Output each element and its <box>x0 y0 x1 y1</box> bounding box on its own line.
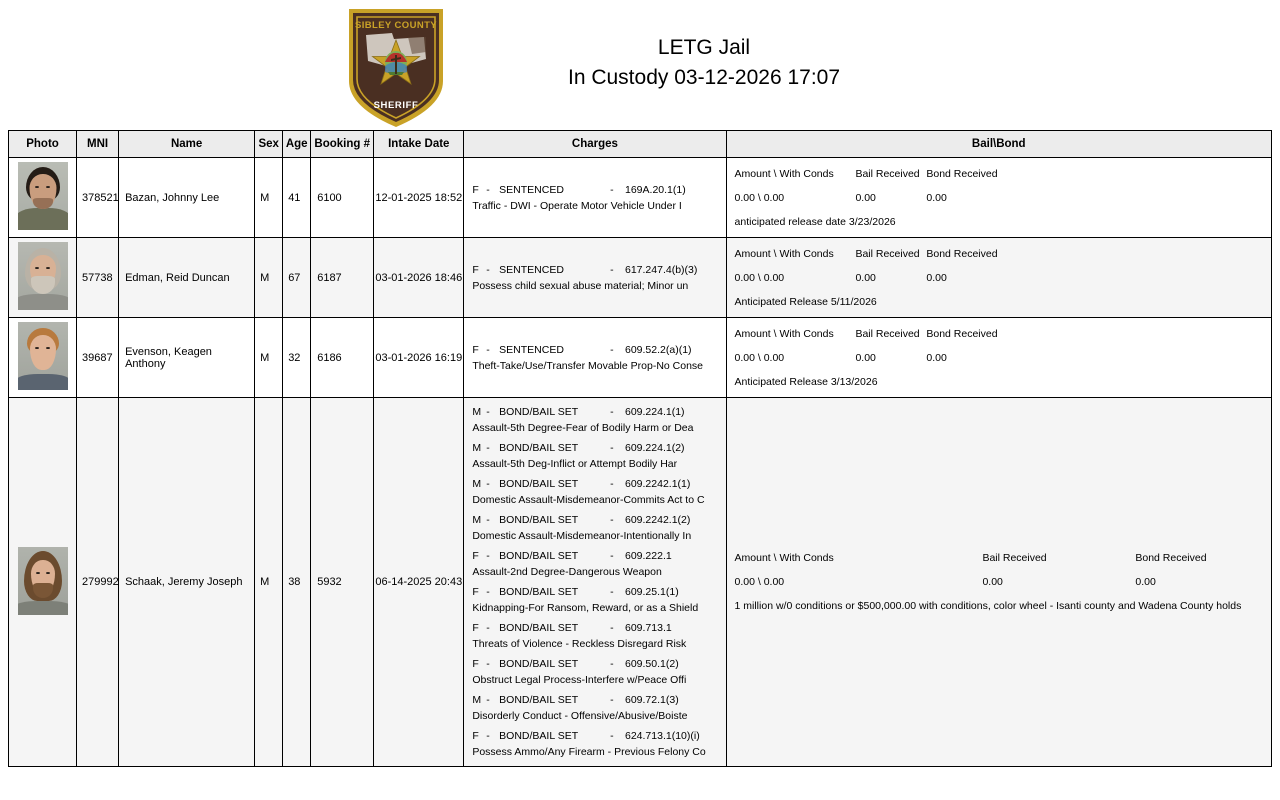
inmate-photo-cell <box>9 398 77 767</box>
bail-value-row <box>735 270 1263 286</box>
inmate-mni: 378521 <box>77 158 119 238</box>
bail-received-label: Bail Received <box>855 247 920 260</box>
bail-received-value: 0.00 <box>982 576 1003 588</box>
charge-dash: - <box>486 183 490 196</box>
charge-severity: F <box>472 550 479 562</box>
charge-statute: 169A.20.1(1) <box>625 183 686 196</box>
bail-received-value: 0.00 <box>855 191 876 204</box>
charge-statute: 609.2242.1(1) <box>625 478 691 490</box>
charge-status: BOND/BAIL SET <box>499 730 579 742</box>
inmate-intake-date: 12-01-2025 18:52 <box>374 158 464 238</box>
charge-description: Possess child sexual abuse material; Minor un <box>472 279 689 292</box>
charge-status: BOND/BAIL SET <box>499 550 579 562</box>
charge-description: Obstruct Legal Process-Interfere w/Peace Offi <box>472 674 687 686</box>
charge-dash: - <box>486 442 490 454</box>
mugshot-image <box>18 242 68 310</box>
charge-entry <box>472 476 721 508</box>
charge-severity: M <box>472 694 482 706</box>
sheriff-badge-icon <box>346 6 446 128</box>
charge-header-line <box>472 262 721 278</box>
bail-note: anticipated release date 3/23/2026 <box>734 215 896 228</box>
inmate-mni: 39687 <box>77 318 119 398</box>
inmate-intake-date: 06-14-2025 20:43 <box>374 398 464 767</box>
charge-description: Threats of Violence - Reckless Disregard Risk <box>472 638 687 650</box>
charge-dash: - <box>610 343 614 356</box>
inmate-age: 38 <box>283 398 311 767</box>
mugshot-image <box>18 322 68 390</box>
inmate-booking-number: 5932 <box>311 398 374 767</box>
bail-note: Anticipated Release 5/11/2026 <box>734 295 877 308</box>
charge-dash: - <box>486 586 490 598</box>
table-row[interactable] <box>9 318 1272 398</box>
bail-header-row <box>735 246 1263 262</box>
column-header-bail[interactable]: Bail\Bond <box>726 131 1271 158</box>
charge-severity: F <box>472 658 479 670</box>
charge-entry <box>472 262 721 294</box>
column-header-booking[interactable]: Booking # <box>311 131 374 158</box>
column-header-mni[interactable]: MNI <box>77 131 119 158</box>
bail-amount-label: Amount \ With Conds <box>734 167 834 180</box>
charge-severity: M <box>472 406 482 418</box>
charge-header-line <box>472 548 721 564</box>
inmate-bail-bond-cell <box>726 158 1271 238</box>
table-row[interactable] <box>9 238 1272 318</box>
inmate-sex: M <box>255 398 283 767</box>
inmate-mni: 57738 <box>77 238 119 318</box>
charge-description: Traffic - DWI - Operate Motor Vehicle Under I <box>472 199 682 212</box>
inmate-name: Evenson, Keagen Anthony <box>119 318 255 398</box>
bail-header-row <box>735 326 1263 342</box>
inmate-name: Schaak, Jeremy Joseph <box>119 398 255 767</box>
charge-dash: - <box>486 343 490 356</box>
charge-description: Kidnapping-For Ransom, Reward, or as a Shield <box>472 602 699 614</box>
charge-entry <box>472 692 721 724</box>
charge-statute: 609.25.1(1) <box>625 586 679 598</box>
charge-header-line <box>472 584 721 600</box>
charge-severity: F <box>472 263 479 276</box>
charge-entry <box>472 728 721 760</box>
charge-status: BOND/BAIL SET <box>499 478 579 490</box>
table-header-row <box>9 131 1272 158</box>
charge-header-line <box>472 620 721 636</box>
charge-header-line <box>472 476 721 492</box>
charge-dash: - <box>486 694 490 706</box>
inmate-photo-cell <box>9 238 77 318</box>
bail-value-row <box>735 190 1263 206</box>
charge-entry <box>472 584 721 616</box>
charge-description: Domestic Assault-Misdemeanor-Commits Act to C <box>472 494 705 506</box>
charge-description: Assault-5th Degree-Fear of Bodily Harm or Dea <box>472 422 694 434</box>
inmate-booking-number: 6100 <box>311 158 374 238</box>
charge-entry <box>472 656 721 688</box>
bond-received-label: Bond Received <box>926 327 998 340</box>
charge-entry <box>472 404 721 436</box>
bond-received-value: 0.00 <box>926 191 947 204</box>
charge-header-line <box>472 656 721 672</box>
charge-header-line <box>472 404 721 420</box>
bond-received-label: Bond Received <box>926 167 998 180</box>
inmate-intake-date: 03-01-2026 18:46 <box>374 238 464 318</box>
inmate-bail-bond-cell <box>726 318 1271 398</box>
bail-amount-label: Amount \ With Conds <box>734 247 834 260</box>
column-header-name[interactable]: Name <box>119 131 255 158</box>
inmate-photo-cell <box>9 318 77 398</box>
charge-statute: 609.222.1 <box>625 550 672 562</box>
charge-status: SENTENCED <box>499 343 564 356</box>
charge-dash: - <box>610 658 614 670</box>
charge-entry <box>472 440 721 472</box>
charge-statute: 624.713.1(10)(i) <box>625 730 700 742</box>
charge-header-line <box>472 728 721 744</box>
column-header-charges[interactable]: Charges <box>464 131 726 158</box>
column-header-age[interactable]: Age <box>283 131 311 158</box>
charge-severity: M <box>472 514 482 526</box>
charge-severity: F <box>472 343 479 356</box>
charge-status: SENTENCED <box>499 183 564 196</box>
charge-severity: F <box>472 622 479 634</box>
charge-dash: - <box>610 478 614 490</box>
charge-dash: - <box>610 442 614 454</box>
bail-amount-value: 0.00 \ 0.00 <box>734 351 785 364</box>
charge-dash: - <box>610 694 614 706</box>
charge-entry <box>472 342 721 374</box>
column-header-intake[interactable]: Intake Date <box>374 131 464 158</box>
inmate-sex: M <box>255 238 283 318</box>
charge-dash: - <box>486 478 490 490</box>
charge-description: Domestic Assault-Misdemeanor-Intentionally In <box>472 530 692 542</box>
bail-received-value: 0.00 <box>855 351 876 364</box>
charge-status: BOND/BAIL SET <box>499 442 579 454</box>
charge-status: BOND/BAIL SET <box>499 622 579 634</box>
charge-statute: 609.52.2(a)(1) <box>625 343 692 356</box>
report-title: LETG Jail <box>657 36 751 59</box>
bail-received-value: 0.00 <box>855 271 876 284</box>
charge-statute: 609.2242.1(2) <box>625 514 691 526</box>
inmate-charges-cell <box>464 158 726 238</box>
table-row[interactable] <box>9 158 1272 238</box>
charge-header-line <box>472 692 721 708</box>
inmate-photo-cell <box>9 158 77 238</box>
charge-dash: - <box>610 622 614 634</box>
page-header <box>0 0 1280 130</box>
charge-dash: - <box>486 658 490 670</box>
charge-dash: - <box>610 406 614 418</box>
charge-description: Assault-2nd Degree-Dangerous Weapon <box>472 566 662 578</box>
charge-dash: - <box>486 406 490 418</box>
report-subtitle: In Custody 03-12-2026 17:07 <box>567 66 841 89</box>
bail-header-row <box>735 550 1263 566</box>
inmate-mni: 279992 <box>77 398 119 767</box>
inmate-bail-bond-cell <box>726 238 1271 318</box>
inmate-booking-number: 6187 <box>311 238 374 318</box>
charge-statute: 609.50.1(2) <box>625 658 679 670</box>
bail-received-label: Bail Received <box>855 167 920 180</box>
charge-statute: 609.224.1(1) <box>625 406 685 418</box>
charge-statute: 609.224.1(2) <box>625 442 685 454</box>
charge-status: BOND/BAIL SET <box>499 514 579 526</box>
inmate-bail-bond-cell <box>726 398 1271 767</box>
charge-dash: - <box>486 730 490 742</box>
inmate-age: 67 <box>283 238 311 318</box>
charge-dash: - <box>610 263 614 276</box>
charge-status: BOND/BAIL SET <box>499 586 579 598</box>
bail-value-row <box>735 350 1263 366</box>
bond-received-value: 0.00 <box>1135 576 1156 588</box>
charge-dash: - <box>610 586 614 598</box>
bail-header-row <box>735 166 1263 182</box>
charge-dash: - <box>610 730 614 742</box>
mugshot-image <box>18 547 68 615</box>
inmate-intake-date: 03-01-2026 16:19 <box>374 318 464 398</box>
table-row[interactable] <box>9 398 1272 767</box>
charge-dash: - <box>486 550 490 562</box>
charge-severity: M <box>472 442 482 454</box>
mugshot-image <box>18 162 68 230</box>
charge-status: BOND/BAIL SET <box>499 658 579 670</box>
charge-dash: - <box>610 550 614 562</box>
inmate-age: 32 <box>283 318 311 398</box>
inmate-sex: M <box>255 318 283 398</box>
charge-dash: - <box>486 622 490 634</box>
column-header-sex[interactable]: Sex <box>255 131 283 158</box>
charge-entry <box>472 182 721 214</box>
charge-statute: 609.72.1(3) <box>625 694 679 706</box>
charge-severity: M <box>472 478 482 490</box>
badge-bottom-text: SHERIFF <box>373 100 419 111</box>
bond-received-label: Bond Received <box>926 247 998 260</box>
inmate-name: Bazan, Johnny Lee <box>119 158 255 238</box>
bail-amount-value: 0.00 \ 0.00 <box>734 191 785 204</box>
bail-value-row <box>735 574 1263 590</box>
charge-header-line <box>472 342 721 358</box>
charge-header-line <box>472 440 721 456</box>
bail-note: 1 million w/0 conditions or $500,000.00 with conditions, color wheel - Isanti county and Wadena County holds <box>734 600 1242 612</box>
bail-amount-value: 0.00 \ 0.00 <box>734 271 785 284</box>
bond-received-value: 0.00 <box>926 271 947 284</box>
inmate-charges-cell <box>464 398 726 767</box>
charge-status: BOND/BAIL SET <box>499 406 579 418</box>
bail-amount-label: Amount \ With Conds <box>734 327 834 340</box>
column-header-photo[interactable]: Photo <box>9 131 77 158</box>
charge-description: Theft-Take/Use/Transfer Movable Prop-No Conse <box>472 359 704 372</box>
charge-entry <box>472 620 721 652</box>
inmate-charges-cell <box>464 318 726 398</box>
charge-header-line <box>472 512 721 528</box>
inmate-name: Edman, Reid Duncan <box>119 238 255 318</box>
badge-top-text: SIBLEY COUNTY <box>354 20 438 31</box>
bail-note: Anticipated Release 3/13/2026 <box>734 375 878 388</box>
charge-entry <box>472 512 721 544</box>
bond-received-label: Bond Received <box>1135 552 1207 564</box>
inmate-charges-cell <box>464 238 726 318</box>
bond-received-value: 0.00 <box>926 351 947 364</box>
bail-received-label: Bail Received <box>855 327 920 340</box>
charge-dash: - <box>610 183 614 196</box>
in-custody-table <box>8 130 1272 767</box>
bail-received-label: Bail Received <box>982 552 1047 564</box>
charge-description: Possess Ammo/Any Firearm - Previous Felony Co <box>472 746 706 758</box>
charge-description: Disorderly Conduct - Offensive/Abusive/Boiste <box>472 710 688 722</box>
bail-amount-label: Amount \ With Conds <box>734 552 834 564</box>
bail-amount-value: 0.00 \ 0.00 <box>734 576 785 588</box>
charge-dash: - <box>486 514 490 526</box>
charge-statute: 609.713.1 <box>625 622 672 634</box>
charge-status: BOND/BAIL SET <box>499 694 579 706</box>
page-title <box>474 33 934 97</box>
charge-severity: F <box>472 586 479 598</box>
charge-entry <box>472 548 721 580</box>
charge-severity: F <box>472 183 479 196</box>
charge-dash: - <box>610 514 614 526</box>
charge-header-line <box>472 182 721 198</box>
charge-description: Assault-5th Deg-Inflict or Attempt Bodily Har <box>472 458 678 470</box>
charge-dash: - <box>486 263 490 276</box>
charge-status: SENTENCED <box>499 263 564 276</box>
charge-statute: 617.247.4(b)(3) <box>625 263 698 276</box>
charge-severity: F <box>472 730 479 742</box>
inmate-sex: M <box>255 158 283 238</box>
inmate-age: 41 <box>283 158 311 238</box>
inmate-booking-number: 6186 <box>311 318 374 398</box>
